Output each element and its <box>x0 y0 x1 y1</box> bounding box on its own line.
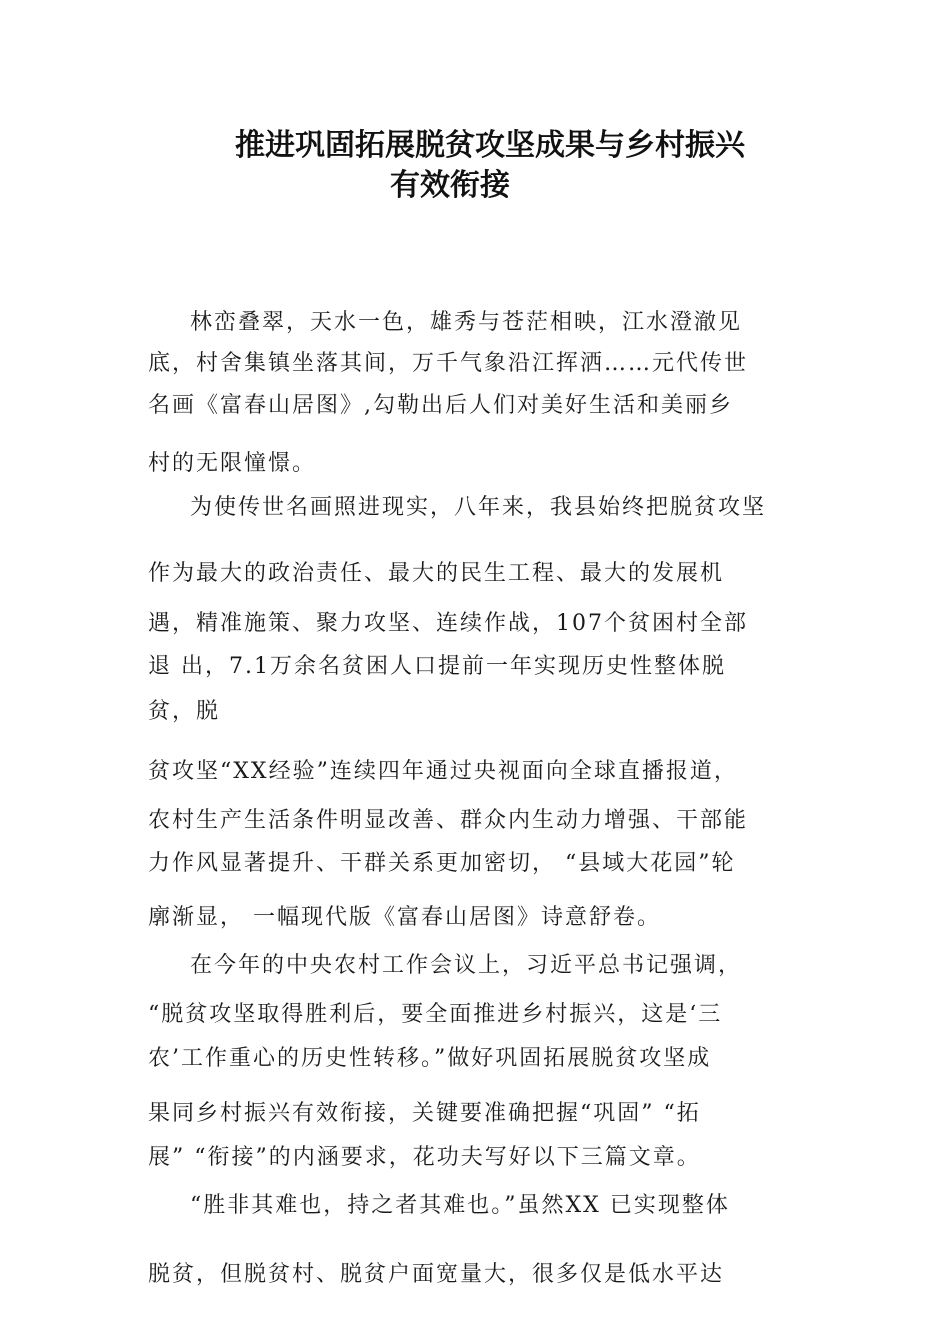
body-text-line: 底，村舍集镇坐落其间，万千气象沿江挥洒……元代传世 <box>148 351 749 376</box>
body-text-line: 贫攻坚“XX经验”连续四年通过央视面向全球直播报道， <box>148 759 738 784</box>
body-text-line: 农村生产生活条件明显改善、群众内生动力增强、干部能 <box>148 808 749 833</box>
body-text-line: “胜非其难也，持之者其难也。”虽然XX 已实现整体 <box>190 1193 730 1218</box>
body-text-line: “脱贫攻坚取得胜利后，要全面推进乡村振兴，这是‘三 <box>148 1002 723 1027</box>
body-text-line: 果同乡村振兴有效衔接，关键要准确把握“巩固” “拓 <box>148 1101 701 1126</box>
body-text-line: 名画《富春山居图》,勾勒出后人们对美好生活和美丽乡 <box>148 393 733 418</box>
body-text-line: 林峦叠翠，天水一色，雄秀与苍茫相映，江水澄澈见 <box>190 310 743 335</box>
body-text-line: 退 出，7.1万余名贫困人口提前一年实现历史性整体脱 <box>148 654 726 679</box>
body-text-line: 遇，精准施策、聚力攻坚、连续作战，107个贫困村全部 <box>148 611 748 636</box>
body-text-line: 为使传世名画照进现实，八年来，我县始终把脱贫攻坚 <box>190 495 767 520</box>
body-text-line: 廓渐显， 一幅现代版《富春山居图》诗意舒卷。 <box>148 905 661 930</box>
document-title-line-2: 有效衔接 <box>390 168 510 203</box>
body-text-line: 力作风显著提升、干群关系更加密切， “县域大花园”轮 <box>148 851 736 876</box>
document-title-line-1: 推进巩固拓展脱贫攻坚成果与乡村振兴 <box>235 128 745 163</box>
body-text-line: 作为最大的政治责任、最大的民生工程、最大的发展机 <box>148 561 725 586</box>
body-text-line: 展” “衔接”的内涵要求，花功夫写好以下三篇文章。 <box>148 1145 701 1170</box>
body-text-line: 脱贫，但脱贫村、脱贫户面宽量大，很多仅是低水平达 <box>148 1262 725 1287</box>
body-text-line: 农’工作重心的历史性转移。”做好巩固拓展脱贫攻坚成 <box>148 1046 712 1071</box>
body-text-line: 村的无限憧憬。 <box>148 451 317 476</box>
body-text-line: 贫，脱 <box>148 699 221 724</box>
body-text-line: 在今年的中央农村工作会议上，习近平总书记强调， <box>190 953 743 978</box>
